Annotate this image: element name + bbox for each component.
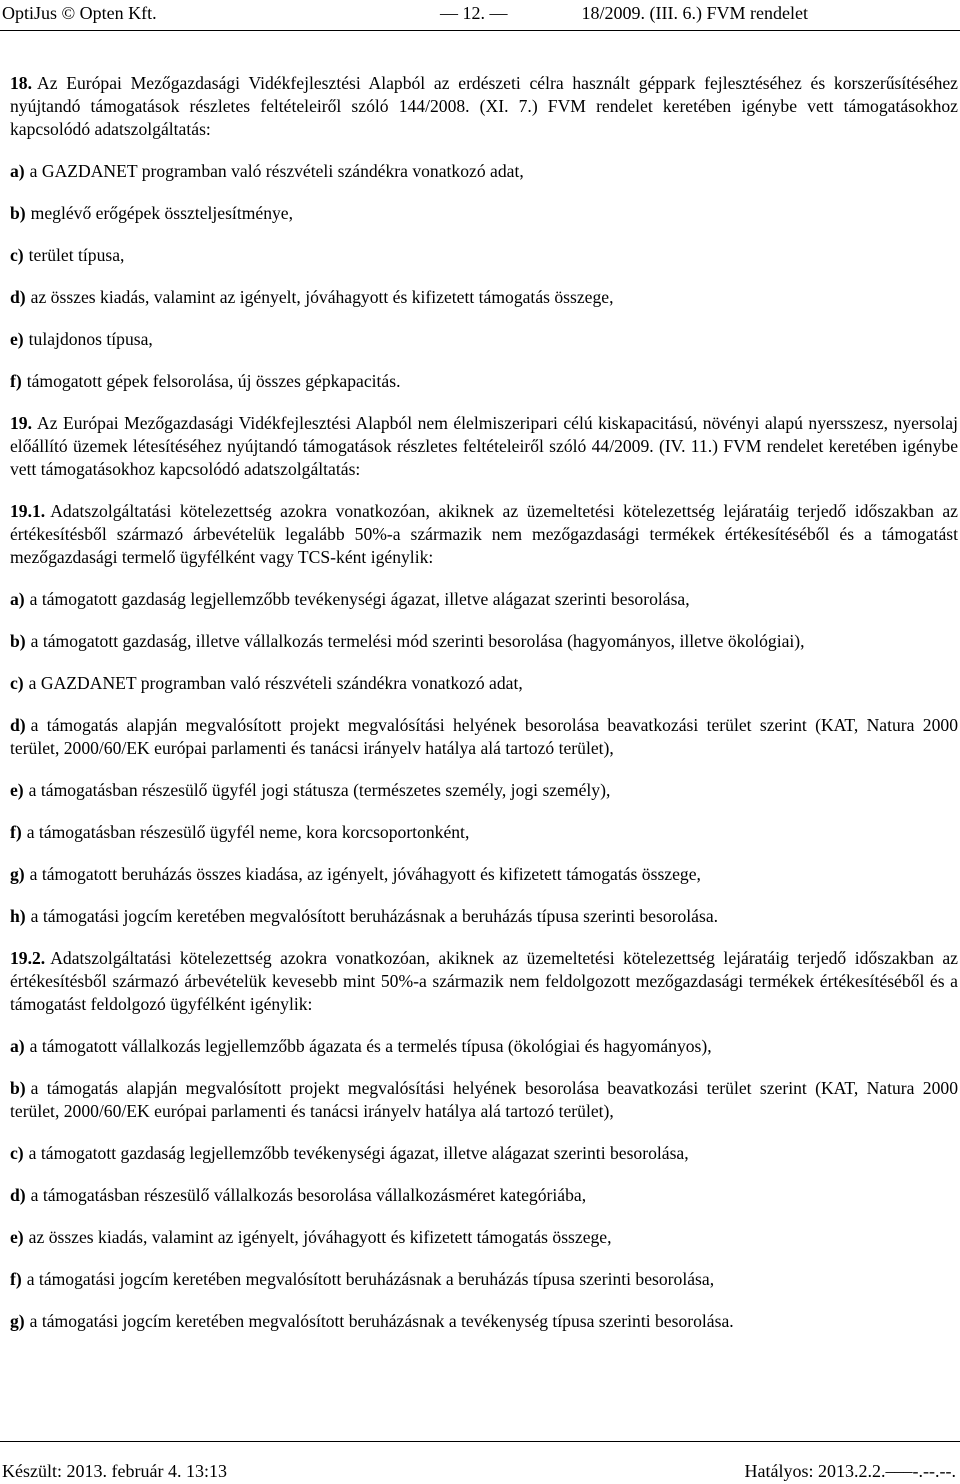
list-item: d) a támogatásban részesülő vállalkozás besorolása vállalkozásméret kategóriába,	[10, 1185, 587, 1205]
list-item: a) a támogatott gazdaság legjellemzőbb tevékenységi ágazat, illetve alágazat szerinti besorolása,	[10, 589, 690, 609]
list-item: f) a támogatásban részesülő ügyfél neme, kora korcsoportonként,	[10, 822, 470, 842]
list-item: b) a támogatott gazdaság, illetve vállalkozás termelési mód szerinti besorolása (hagyományos, illetve ökológiai),	[10, 631, 805, 651]
list-item: c) terület típusa,	[10, 245, 125, 265]
section-text: Adatszolgáltatási kötelezettség azokra vonatkozóan, akiknek az üzemeltetési kötelezettség lejáratáig terjedő időszakban az értékesítésből származó árbevételük kevesebb mint 50%-a származik nem feldolgozott mezőgazdasági termékek értékesítéséből és a támogatást feldolgozó ügyfélként igénylik:	[10, 948, 958, 1014]
header-regulation: 18/2009. (III. 6.) FVM rendelet	[581, 3, 808, 23]
section-number: 19.1.	[10, 501, 46, 521]
section-19-1	[10, 500, 958, 569]
footer-created: Készült: 2013. február 4. 13:13	[2, 1461, 227, 1481]
list-item: d) az összes kiadás, valamint az igényelt, jóváhagyott és kifizetett támogatás összege,	[10, 287, 614, 307]
list-item: c) a GAZDANET programban való részvételi szándékra vonatkozó adat,	[10, 673, 523, 693]
section-number: 18.	[10, 73, 32, 93]
header-publisher: OptiJus © Opten Kft.	[2, 3, 157, 23]
section-text: Az Európai Mezőgazdasági Vidékfejlesztési Alapból az erdészeti célra használt géppark fejlesztéséhez és korszerűsítéséhez nyújtandó támogatások részletes feltételeiről szóló 144/2008. (XI. 7.) FVM rendelet keretében igénybe vett támogatásokhoz kapcsolódó adatszolgáltatás:	[10, 73, 958, 139]
list-item: b) meglévő erőgépek összteljesítménye,	[10, 203, 294, 223]
list-item: g) a támogatott beruházás összes kiadása, az igényelt, jóváhagyott és kifizetett támogatás összege,	[10, 864, 701, 884]
page-header	[0, 0, 960, 26]
list-item: h) a támogatási jogcím keretében megvalósított beruházásnak a beruházás típusa szerinti besorolása.	[10, 906, 719, 926]
list-item: g) a támogatási jogcím keretében megvalósított beruházásnak a tevékenység típusa szerinti besorolása.	[10, 1311, 734, 1331]
header-page-number: — 12. —	[440, 3, 508, 23]
list-item: e) tulajdonos típusa,	[10, 329, 153, 349]
list-item: e) az összes kiadás, valamint az igényelt, jóváhagyott és kifizetett támogatás összege,	[10, 1227, 612, 1247]
section-19	[10, 412, 958, 481]
list-item: b) a támogatás alapján megvalósított projekt megvalósítási helyének besorolása beavatkozási terület szerint (KAT, Natura 2000 terület, 2000/60/EK európai parlamenti és tanácsi irányelv hatálya alá tartozó terület),	[10, 1078, 958, 1121]
header-divider	[0, 30, 960, 31]
list-item: f) a támogatási jogcím keretében megvalósított beruházásnak a beruházás típusa szerinti besorolása,	[10, 1269, 715, 1289]
list-item: f) támogatott gépek felsorolása, új összes gépkapacitás.	[10, 371, 401, 391]
section-text: Adatszolgáltatási kötelezettség azokra vonatkozóan, akiknek az üzemeltetési kötelezettség lejáratáig terjedő időszakban az értékesítésből származó árbevételük legalább 50%-a származik nem mezőgazdasági termékek értékesítéséből és a támogatást mezőgazdasági termelő ügyfélként vagy TCS-ként igénylik:	[10, 501, 958, 567]
list-item: a) a támogatott vállalkozás legjellemzőbb ágazata és a termelés típusa (ökológiai és hagyományos),	[10, 1036, 712, 1056]
list-item: c) a támogatott gazdaság legjellemzőbb tevékenységi ágazat, illetve alágazat szerinti besorolása,	[10, 1143, 689, 1163]
list-item: a) a GAZDANET programban való részvételi szándékra vonatkozó adat,	[10, 161, 524, 181]
list-item: d) a támogatás alapján megvalósított projekt megvalósítási helyének besorolása beavatkozási terület szerint (KAT, Natura 2000 terület, 2000/60/EK európai parlamenti és tanácsi irányelv hatálya alá tartozó terület),	[10, 715, 958, 758]
footer-divider	[0, 1441, 960, 1442]
section-text: Az Európai Mezőgazdasági Vidékfejlesztési Alapból nem élelmiszeripari célú kiskapacitású, növényi alapú nyersszesz, nyersolaj előállító üzemek létesítéséhez nyújtandó támogatások részletes feltételeiről szóló 44/2009. (IV. 11.) FVM rendelet keretében igénybe vett támogatásokhoz kapcsolódó adatszolgáltatás:	[10, 413, 958, 479]
section-number: 19.2.	[10, 948, 46, 968]
section-18	[10, 72, 958, 141]
section-number: 19.	[10, 413, 32, 433]
footer-effective: Hatályos: 2013.2.2.–––-.--.--.	[744, 1461, 956, 1481]
document-body	[10, 72, 958, 1352]
section-19-2	[10, 947, 958, 1016]
list-item: e) a támogatásban részesülő ügyfél jogi státusza (természetes személy, jogi személy),	[10, 780, 611, 800]
